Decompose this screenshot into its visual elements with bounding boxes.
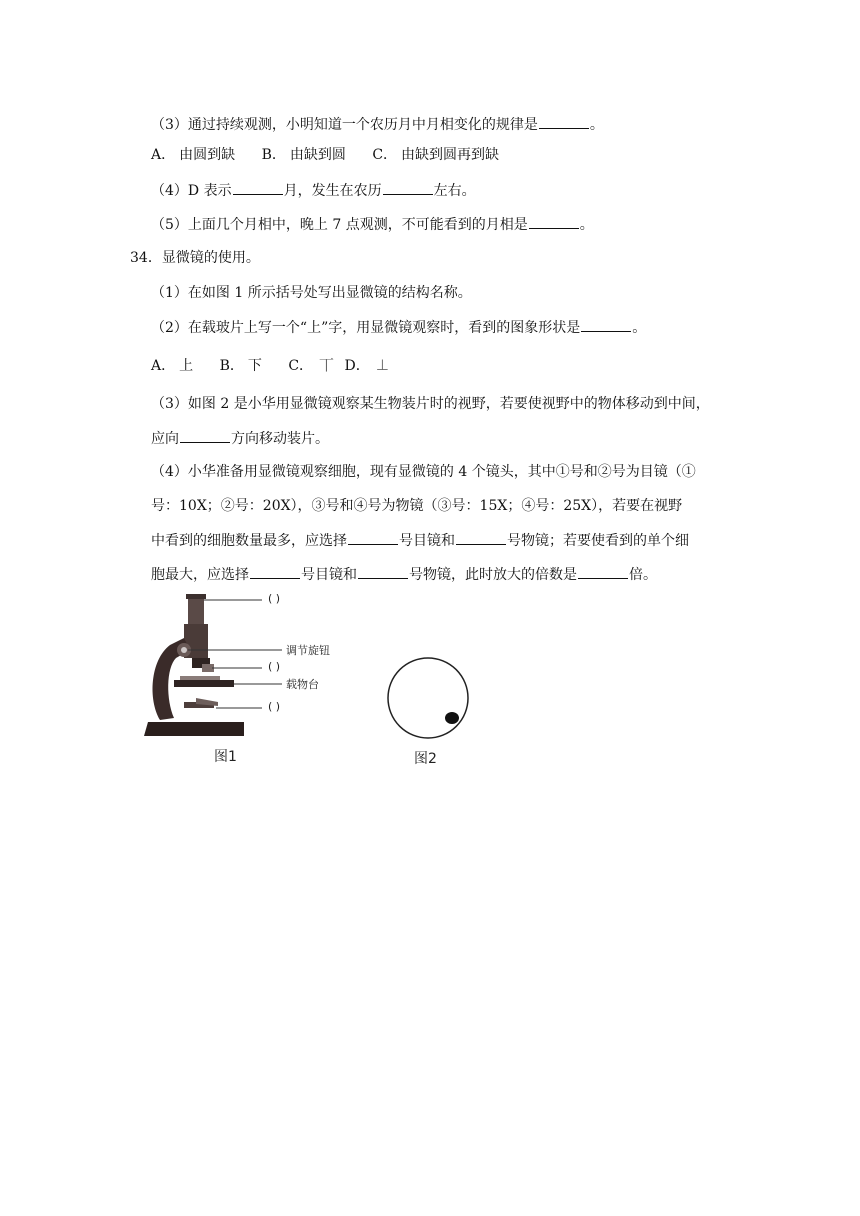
q34-part2-prefix: （2）在载玻片上写一个“上”字，用显微镜观察时，看到的图象形状是	[151, 320, 581, 336]
moon-q4-part3: 左右。	[433, 183, 476, 199]
view-circle	[388, 658, 468, 738]
option-d: D． ⊥	[344, 356, 389, 374]
figure-1-label: 图1	[214, 749, 237, 765]
option-a: A． 由圆到缺	[151, 147, 236, 163]
moon-q5-prefix: （5）上面几个月相中，晚上 7 点观测，不可能看到的月相是	[151, 217, 528, 233]
q34-part4-line1: （4）小华准备用显微镜观察细胞，现有显微镜的 4 个镜头，其中①号和②号为目镜（①	[151, 464, 696, 480]
moon-q4-part1: （4）D 表示	[151, 183, 232, 199]
annotation-paren-3[interactable]: ( )	[268, 700, 281, 713]
inverted-character-glyph: 丅	[319, 356, 335, 374]
q34-part4-line4: 胞最大，应选择 号目镜和 号物镜，此时放大的倍数是 倍。	[151, 564, 657, 585]
answer-blank[interactable]	[581, 317, 631, 332]
option-c: C． 由缺到圆再到缺	[372, 147, 500, 163]
answer-blank[interactable]	[578, 564, 628, 579]
figure-2-field-of-view	[382, 656, 478, 772]
q34-part2-line	[151, 317, 646, 338]
answer-blank[interactable]	[529, 214, 579, 229]
field-of-view-illustration	[382, 656, 478, 746]
figure-2-label: 图2	[414, 751, 437, 767]
moon-q4-line	[151, 180, 476, 201]
moon-q5-line	[151, 214, 594, 235]
annotation-paren-2[interactable]: ( )	[268, 660, 281, 673]
answer-blank[interactable]	[383, 180, 433, 195]
option-b: B． 下	[219, 358, 262, 374]
q34-part1: （1）在如图 1 所示括号处写出显微镜的结构名称。	[151, 285, 472, 301]
answer-blank[interactable]	[233, 180, 283, 195]
q34-part4-line2: 号：10X；②号：20X），③号和④号为物镜（③号：15X；④号：25X），若要在视野	[151, 498, 683, 514]
moon-q5-suffix: 。	[579, 217, 594, 233]
eyepiece	[188, 596, 204, 624]
stage	[174, 680, 234, 687]
moon-q3-suffix: 。	[589, 117, 604, 133]
microscope-illustration	[140, 590, 360, 740]
answer-blank[interactable]	[358, 564, 408, 579]
moon-q3-prefix: （3）通过持续观测，小明知道一个农历月中月相变化的规律是	[151, 117, 538, 133]
figure-1-microscope	[140, 590, 360, 770]
q34-part4-line3: 中看到的细胞数量最多，应选择 号目镜和 号物镜；若要使看到的单个细	[151, 530, 689, 551]
q34-part3-line1: （3）如图 2 是小华用显微镜观察某生物装片时的视野，若要使视野中的物体移动到中间，	[151, 396, 710, 412]
option-b: B． 由缺到圆	[261, 147, 346, 163]
specimen-dot	[445, 712, 459, 724]
moon-q3-options	[151, 145, 521, 165]
annotation-stage: 载物台	[286, 678, 319, 691]
annotation-paren-1[interactable]: ( )	[268, 592, 281, 605]
option-a: A． 上	[151, 358, 194, 374]
q34-title: 34．显微镜的使用。	[130, 250, 260, 266]
q34-part3-line2: 应向 方向移动装片。	[151, 428, 329, 449]
moon-q4-part2: 月，发生在农历	[283, 183, 382, 199]
answer-blank[interactable]	[250, 564, 300, 579]
mirrored-character-glyph: ⊥	[375, 356, 389, 374]
answer-blank[interactable]	[180, 428, 230, 443]
answer-blank[interactable]	[348, 530, 398, 545]
option-c: C． 丅	[288, 356, 335, 374]
annotation-knob: 调节旋钮	[286, 644, 330, 657]
q34-part2-options	[151, 355, 411, 376]
q34-part2-suffix: 。	[632, 320, 647, 336]
answer-blank[interactable]	[539, 114, 589, 129]
moon-q3-line	[151, 114, 604, 135]
answer-blank[interactable]	[456, 530, 506, 545]
base	[144, 722, 244, 736]
